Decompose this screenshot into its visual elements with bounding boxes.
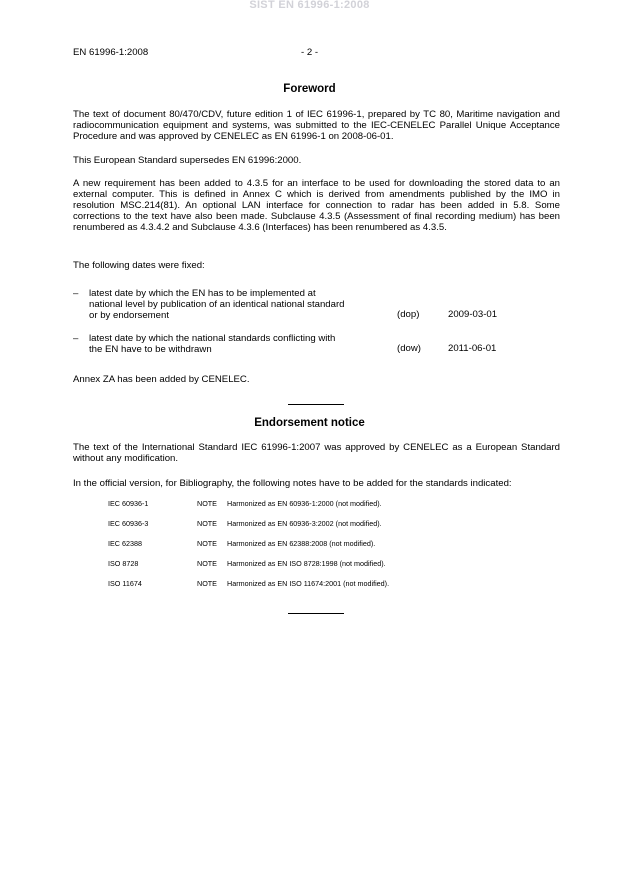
note-text: Harmonized as EN 60936-3:2002 (not modified). [227,519,382,528]
foreword-title: Foreword [283,83,336,95]
foreword-paragraph-3: A new requirement has been added to 4.3.5 for an interface to be used for downloading the stored data to an external computer. This is defined in Annex C which is derived from amendments published by the IMO in resolution MSC.214(81). An optional LAN interface for connection to radar has been added in 5.8. Some corrections to the text have also been made. Subclause 4.3.5 (Assessment of final recording medium) has been renumbered as 4.3.4.2 and Subclause 4.3.6 (Interfaces) has been renumbered as 4.3.5. [73,178,560,233]
foreword-paragraph-4: The following dates were fixed: [73,260,205,271]
note-standard: IEC 62388 [108,539,142,548]
note-keyword: NOTE [197,519,217,528]
date-item-date: 2011-06-01 [448,343,497,354]
note-text: Harmonized as EN 60936-1:2000 (not modified). [227,499,382,508]
endorsement-paragraph-2: In the official version, for Bibliography, the following notes have to be added for the standards indicated: [73,478,512,489]
note-standard: IEC 60936-3 [108,519,149,528]
note-text: Harmonized as EN ISO 11674:2001 (not modified). [227,579,390,588]
note-text: Harmonized as EN 62388:2008 (not modified). [227,539,376,548]
date-item-abbr: (dow) [397,343,421,354]
endorsement-paragraph-1: The text of the International Standard IEC 61996-1:2007 was approved by CENELEC as a European Standard without any modification. [73,442,560,464]
endorsement-title: Endorsement notice [254,417,365,429]
date-item-dop [73,288,560,328]
watermark: SIST EN 61996-1:2008 [249,0,370,11]
note-standard: ISO 8728 [108,559,139,568]
note-text: Harmonized as EN ISO 8728:1998 (not modified). [227,559,386,568]
list-dash: – [73,333,79,344]
note-keyword: NOTE [197,539,217,548]
list-dash: – [73,288,79,299]
note-keyword: NOTE [197,559,217,568]
note-keyword: NOTE [197,499,217,508]
note-standard: ISO 11674 [108,579,142,588]
note-keyword: NOTE [197,579,217,588]
section-divider [288,404,344,405]
section-divider [288,613,344,614]
page-number: - 2 - [300,47,319,58]
foreword-paragraph-1: The text of document 80/470/CDV, future edition 1 of IEC 61996-1, prepared by TC 80, Maritime navigation and radiocommunication equipment and systems, was submitted to the IEC-CENELEC Parallel Unique Acceptance Procedure and was approved by CENELEC as EN 61996-1 on 2008-06-01. [73,109,560,142]
document-id: EN 61996-1:2008 [73,47,149,58]
date-item-abbr: (dop) [397,309,420,320]
date-item-date: 2009-03-01 [448,309,498,320]
date-item-text: latest date by which the national standards conflicting with the EN have to be withdrawn [89,333,336,355]
foreword-paragraph-2: This European Standard supersedes EN 61996:2000. [73,155,302,166]
date-item-text: latest date by which the EN has to be implemented at national level by publication of an identical national standard or by endorsement [89,288,345,321]
note-standard: IEC 60936-1 [108,499,149,508]
foreword-paragraph-5: Annex ZA has been added by CENELEC. [73,374,250,385]
date-item-dow [73,333,560,373]
